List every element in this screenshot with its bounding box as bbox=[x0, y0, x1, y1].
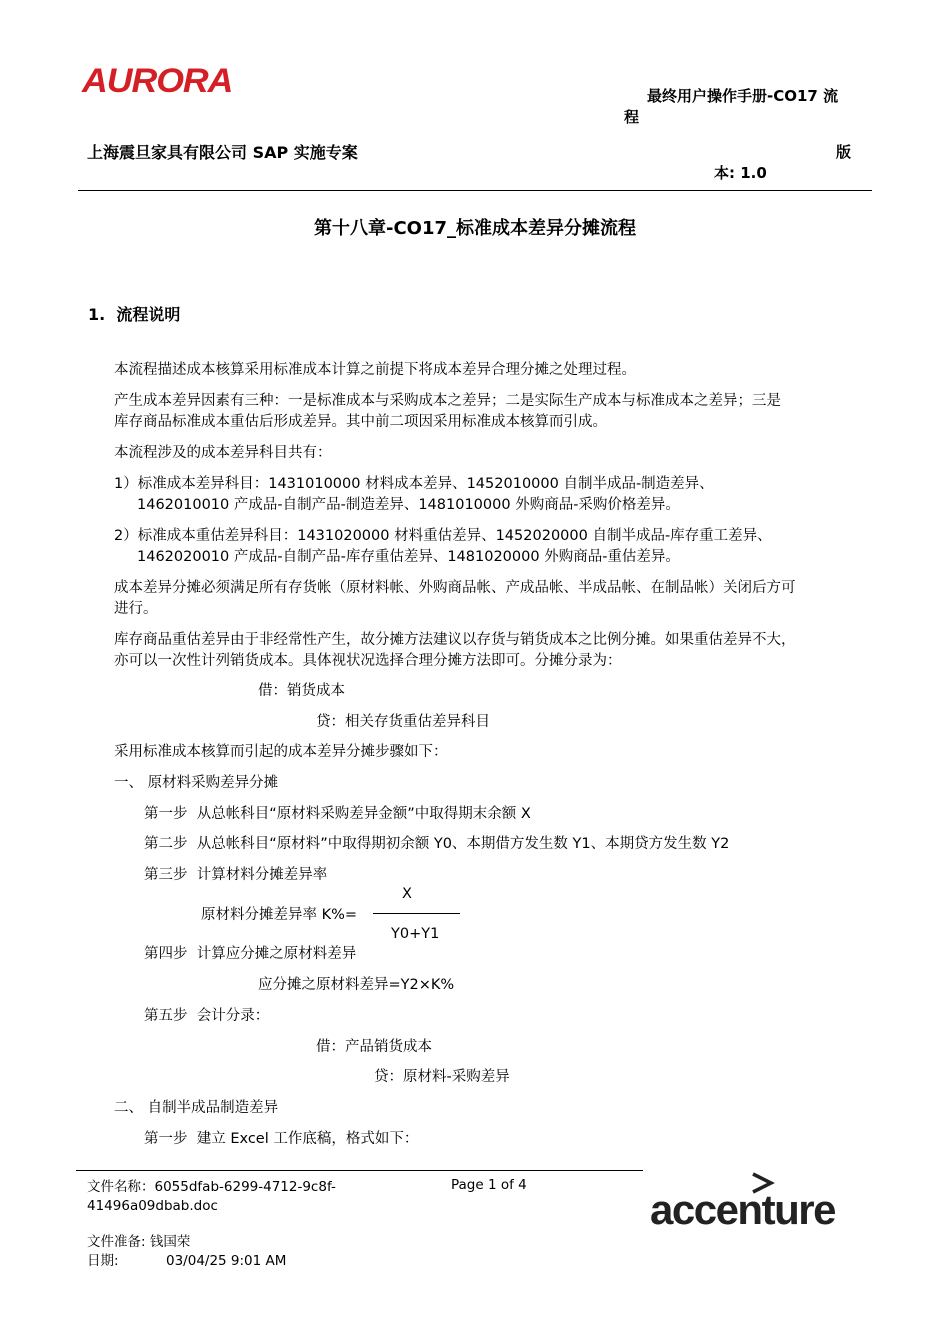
chapter-title: 第十八章-CO17_标准成本差异分摊流程 bbox=[313, 218, 637, 239]
accenture-logo bbox=[650, 1172, 840, 1234]
list-item-line2: 1462020010 产成品-自制产品-库存重估差异、1481020000 外购商品-重估差异。 bbox=[137, 549, 680, 565]
step4-formula: 应分摊之原材料差异=Y2×K% bbox=[258, 977, 455, 993]
paragraph-causes-line1: 产生成本差异因素有三种：一是标准成本与采购成本之差异；二是实际生产成本与标准成本之差异；三是 bbox=[114, 393, 781, 409]
page-info: Page 1 of 4 bbox=[451, 1177, 527, 1193]
header-divider bbox=[78, 190, 872, 191]
entry-debit: 借：销货成本 bbox=[258, 683, 345, 699]
formula-numerator: X bbox=[402, 886, 412, 902]
paragraph-line2: 亦可以一次性计列销货成本。具体视状况选择合理分摊方法即可。分摊分录为： bbox=[114, 653, 622, 669]
paragraph-causes bbox=[114, 391, 866, 433]
section-heading bbox=[88, 302, 180, 325]
step3: 第三步 计算材料分摊差异率 bbox=[144, 867, 328, 883]
manual-title-line2: 程 bbox=[624, 108, 640, 126]
formula-denominator: Y0+Y1 bbox=[391, 926, 440, 942]
paragraph-steps-intro: 采用标准成本核算而引起的成本差异分摊步骤如下： bbox=[114, 744, 448, 760]
filename-line2: 41496a09dbab.doc bbox=[87, 1198, 218, 1214]
part1-heading: 一、 原材料采购差异分摊 bbox=[114, 775, 279, 791]
paragraph-intro: 本流程描述成本核算采用标准成本计算之前提下将成本差异合理分摊之处理过程。 bbox=[114, 362, 636, 378]
entry2-credit: 贷：原材料-采购差异 bbox=[374, 1069, 510, 1085]
version-number: 本: 1.0 bbox=[714, 164, 767, 182]
project-name: 上海震旦家具有限公司 SAP 实施专案 bbox=[87, 143, 358, 162]
version-label: 版 bbox=[836, 143, 852, 161]
paragraph-revaluation-method bbox=[114, 630, 866, 672]
part2-step1: 第一步 建立 Excel 工作底稿，格式如下： bbox=[144, 1131, 419, 1147]
paragraph-line2: 进行。 bbox=[114, 601, 158, 617]
fraction-bar bbox=[373, 913, 460, 914]
list-item-line1: 2）标准成本重估差异科目：1431020000 材料重估差异、1452020000 自制半成品-库存重工差异、 bbox=[114, 528, 772, 544]
section-number: 1. bbox=[88, 305, 106, 324]
formula-label: 原材料分摊差异率 K%= bbox=[201, 907, 358, 923]
footer-divider bbox=[76, 1170, 643, 1171]
footer-date-value: 03/04/25 9:01 AM bbox=[166, 1253, 287, 1269]
prepared-by: 文件准备: 钱国荣 bbox=[87, 1234, 191, 1250]
paragraph-line1: 成本差异分摊必须满足所有存货帐（原材料帐、外购商品帐、产成品帐、半成品帐、在制品帐）关闭后方可 bbox=[114, 580, 796, 596]
step5: 第五步 会计分录： bbox=[144, 1008, 270, 1024]
footer-date-label: 日期: bbox=[87, 1253, 119, 1269]
paragraph-causes-line2: 库存商品标准成本重估后形成差异。其中前二项因采用标准成本核算而引成。 bbox=[114, 414, 607, 430]
entry-credit: 贷：相关存货重估差异科目 bbox=[316, 714, 490, 730]
accenture-logo-text: accenture bbox=[650, 1186, 835, 1233]
step4: 第四步 计算应分摊之原材料差异 bbox=[144, 946, 357, 962]
filename-line1: 文件名称：6055dfab-6299-4712-9c8f- bbox=[87, 1179, 336, 1195]
entry2-debit: 借：产品销货成本 bbox=[316, 1039, 432, 1055]
aurora-logo: AURORA bbox=[82, 62, 233, 100]
paragraph-closing-requirement bbox=[114, 578, 866, 620]
step1: 第一步 从总帐科目“原材料采购差异金额”中取得期末余额 X bbox=[144, 806, 531, 822]
list-item-standard-variance bbox=[114, 474, 874, 516]
step2: 第二步 从总帐科目“原材料”中取得期初余额 Y0、本期借方发生数 Y1、本期贷方发生数 Y2 bbox=[144, 836, 730, 852]
paragraph-accounts-intro: 本流程涉及的成本差异科目共有： bbox=[114, 445, 332, 461]
list-item-line1: 1）标准成本差异科目：1431010000 材料成本差异、1452010000 自制半成品-制造差异、 bbox=[114, 476, 714, 492]
list-item-revaluation-variance bbox=[114, 526, 874, 568]
paragraph-line1: 库存商品重估差异由于非经常性产生，故分摊方法建议以存货与销货成本之比例分摊。如果重估差异不大， bbox=[114, 632, 796, 648]
part2-heading: 二、 自制半成品制造差异 bbox=[114, 1100, 279, 1116]
manual-title-line1: 最终用户操作手册-CO17 流 bbox=[647, 87, 839, 105]
list-item-line2: 1462010010 产成品-自制产品-制造差异、1481010000 外购商品-采购价格差异。 bbox=[137, 497, 680, 513]
section-title: 流程说明 bbox=[116, 305, 181, 324]
footer-filename bbox=[87, 1178, 336, 1216]
